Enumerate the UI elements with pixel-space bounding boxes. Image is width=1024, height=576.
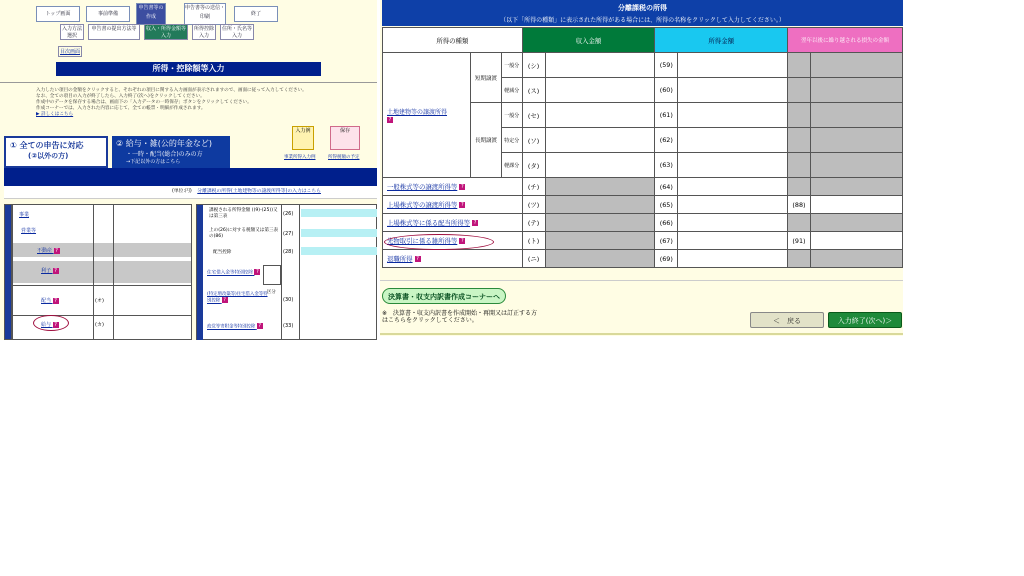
header-income: 収入金額 bbox=[522, 28, 655, 53]
num-27: (27) bbox=[283, 231, 294, 237]
help-icon[interactable]: ? bbox=[461, 202, 464, 208]
num-28: (28) bbox=[283, 249, 294, 255]
code-te: (テ) bbox=[522, 214, 545, 232]
loss-num-empty bbox=[788, 53, 811, 78]
row-sales[interactable]: 営業等 bbox=[21, 228, 37, 234]
step-prep: 事前準備 bbox=[86, 6, 130, 22]
intro-line: 入力したい項目の金額をクリックすると、それぞれの項目に関する入力画面が表示されますので、画面に従って入力してください。 bbox=[36, 88, 307, 93]
loss-num-empty bbox=[788, 153, 811, 178]
income-disabled bbox=[545, 196, 655, 214]
income-field-61[interactable] bbox=[545, 103, 655, 128]
substep-income: 収入・所得金額等入力 bbox=[145, 26, 186, 39]
row-group-label bbox=[4, 204, 12, 340]
category-label: 区分 bbox=[267, 290, 276, 295]
form-header-bar bbox=[4, 168, 377, 186]
left-panel bbox=[0, 0, 377, 340]
loss-field-88[interactable] bbox=[810, 196, 902, 214]
num-62: (62) bbox=[655, 128, 678, 153]
mark-o: (オ) bbox=[95, 298, 104, 304]
loss-num-empty bbox=[788, 103, 811, 128]
amount-field-63[interactable] bbox=[678, 153, 788, 178]
amount-field-62[interactable] bbox=[678, 128, 788, 153]
code-so: (ソ) bbox=[522, 128, 545, 153]
step-end: 終了 bbox=[234, 6, 278, 22]
tax-grid bbox=[196, 204, 377, 340]
input-example-icon-text: 入力例 bbox=[295, 128, 311, 134]
accounts-corner-button[interactable]: 決算書・収支内訳書作成コーナーへ bbox=[382, 288, 506, 304]
num-91: (91) bbox=[788, 232, 811, 250]
tab-all-filings[interactable] bbox=[4, 136, 108, 168]
intro-text bbox=[36, 88, 336, 118]
num-64: (64) bbox=[655, 178, 678, 196]
loss-num-empty bbox=[788, 214, 811, 232]
row-listed-dividend bbox=[383, 214, 523, 232]
loss-field-empty bbox=[810, 178, 902, 196]
long-term-label: 長期譲渡 bbox=[471, 103, 502, 178]
substep-deduction: 所得控除入力 bbox=[193, 26, 214, 39]
code-shi: (シ) bbox=[522, 53, 545, 78]
help-icon[interactable]: ? bbox=[473, 220, 477, 226]
loss-field-empty bbox=[810, 128, 902, 153]
header-loss: 翌年以後に繰り越される損失の金額 bbox=[788, 28, 903, 53]
tab-simple-title: ② 給与・雑(公的年金など) bbox=[116, 139, 212, 148]
income-disabled bbox=[545, 250, 655, 268]
sub-general-1: 一般分 bbox=[501, 53, 522, 78]
highlight-circle bbox=[384, 234, 494, 250]
next-button[interactable]: 入力終了(次へ)＞ bbox=[828, 312, 902, 328]
tax-amount-label: 上の(26)に対する税額又は第三表の(86) bbox=[209, 228, 279, 239]
code-to: (ト) bbox=[522, 232, 545, 250]
futures-link[interactable]: 先物取引に係る雑所得等 bbox=[387, 237, 458, 245]
tax-grid-label bbox=[197, 205, 203, 340]
separate-tax-title: 分離課税の所得 bbox=[618, 4, 667, 12]
grid-line bbox=[281, 205, 282, 339]
separate-tax-header bbox=[382, 0, 903, 26]
row-business[interactable]: 事業 bbox=[19, 212, 30, 218]
separate-tax-subtitle: （以下「所得の種類」に表示された所得がある場合には、所得の名称をクリックして入力してください。） bbox=[500, 17, 785, 24]
step-send: 申告書等の送信・印刷 bbox=[184, 3, 226, 25]
housing-loan-link[interactable]: 住宅借入金等特別控除 ? bbox=[207, 269, 259, 276]
amount-field-59[interactable] bbox=[678, 53, 788, 78]
highlight-circle bbox=[33, 315, 69, 331]
divider bbox=[380, 280, 903, 281]
sub-light: 軽課分 bbox=[501, 153, 522, 178]
intro-line: 作成中のデータを保存する場合は、画面下の「入力データの一時保存」ボタンをクリックしてください。 bbox=[36, 100, 252, 105]
loss-num-empty bbox=[788, 78, 811, 103]
dividend-credit-label: 配当控除 bbox=[213, 250, 232, 255]
back-button[interactable]: ＜ 戻る bbox=[750, 312, 824, 328]
code-ta: (タ) bbox=[522, 153, 545, 178]
input-example-icon[interactable] bbox=[292, 126, 314, 150]
income-disabled bbox=[545, 232, 655, 250]
party-donation-link[interactable]: 政党等寄附金等特別控除 ? bbox=[207, 323, 262, 330]
loss-field-empty bbox=[810, 214, 902, 232]
divider bbox=[0, 82, 377, 83]
unit-row bbox=[4, 186, 377, 199]
short-term-label: 短期譲渡 bbox=[471, 53, 502, 103]
retirement-link[interactable]: 退職所得 bbox=[387, 255, 413, 263]
save-icon-text: 保存 bbox=[339, 128, 350, 134]
save-icon[interactable] bbox=[330, 126, 360, 150]
grid-line bbox=[113, 205, 114, 339]
separate-tax-table bbox=[382, 27, 903, 268]
num-60: (60) bbox=[655, 78, 678, 103]
grid-line bbox=[299, 205, 300, 339]
num-59: (59) bbox=[655, 53, 678, 78]
row-interest[interactable]: 利子 ? bbox=[41, 267, 57, 274]
code-su: (ス) bbox=[522, 78, 545, 103]
amount-field-61[interactable] bbox=[678, 103, 788, 128]
grid-line bbox=[13, 285, 191, 286]
tab-simple-filings[interactable] bbox=[112, 136, 230, 168]
num-63: (63) bbox=[655, 153, 678, 178]
num-67: (67) bbox=[655, 232, 678, 250]
section-title: 所得・控除額等入力 bbox=[56, 62, 321, 76]
accounts-corner-note: ※ 決算書・収支内訳書を作成開始・再開又は訂正する方はこちらをクリックしてください。 bbox=[382, 310, 538, 324]
amount-field-67[interactable] bbox=[678, 232, 788, 250]
amount-field-66[interactable] bbox=[678, 214, 788, 232]
separate-tax-link[interactable]: 分離課税の所得(土地建物等の譲渡所得等)の入力はこちら bbox=[197, 189, 321, 194]
loss-field-91[interactable] bbox=[810, 232, 902, 250]
listed-stock-link[interactable]: 上場株式等の譲渡所得等 bbox=[387, 201, 458, 209]
amount-field-60[interactable] bbox=[678, 78, 788, 103]
sub-general-2: 一般分 bbox=[501, 103, 522, 128]
num-88: (88) bbox=[788, 196, 811, 214]
right-panel bbox=[380, 0, 903, 336]
input-example-link[interactable]: 事業所得入力例 bbox=[284, 155, 316, 160]
income-field-62[interactable] bbox=[545, 128, 655, 153]
loss-num-empty bbox=[788, 128, 811, 153]
step-create: 申告書等の作成 bbox=[136, 3, 166, 25]
sub-reduced: 軽減分 bbox=[501, 78, 522, 103]
num-66: (66) bbox=[655, 214, 678, 232]
income-disabled bbox=[545, 214, 655, 232]
num-61: (61) bbox=[655, 103, 678, 128]
index-link[interactable]: 目次画面 bbox=[58, 46, 82, 57]
taxable-income-label: 課税される所得金額 ((9)-(25))又は第三表 bbox=[209, 208, 278, 219]
listed-dividend-link[interactable]: 上場株式等に係る配当所得等 bbox=[387, 219, 471, 227]
num-30: (30) bbox=[283, 297, 294, 303]
code-ni: (ニ) bbox=[522, 250, 545, 268]
amount-field-64[interactable] bbox=[678, 178, 788, 196]
income-field-59[interactable] bbox=[545, 53, 655, 78]
mark-ka: (カ) bbox=[95, 322, 104, 328]
loss-field-empty bbox=[810, 103, 902, 128]
row-interest-bg bbox=[13, 261, 191, 283]
grid-line bbox=[93, 205, 94, 339]
loss-field-empty bbox=[810, 78, 902, 103]
help-icon[interactable]: ? bbox=[461, 238, 464, 244]
intro-detail-link[interactable]: ▶ 詳しくはこちら bbox=[36, 112, 74, 117]
row-listed-stock bbox=[383, 196, 523, 214]
special-housing-link[interactable]: (特定増改築等)住宅借入金等特別控除 ? bbox=[207, 292, 268, 304]
step-top: トップ画面 bbox=[36, 6, 80, 22]
bottom-rule bbox=[380, 333, 903, 335]
row-futures bbox=[383, 232, 523, 250]
general-stock-link[interactable]: 一般株式等の譲渡所得等 bbox=[387, 183, 458, 191]
tab-simple-sub: ・一時・配当(総合)のみの方 bbox=[126, 151, 203, 158]
num-26: (26) bbox=[283, 211, 294, 217]
loss-num-empty bbox=[788, 178, 811, 196]
num-69: (69) bbox=[655, 250, 678, 268]
substep-submission: 申告書の提出方法等 bbox=[88, 24, 140, 40]
taxable-income-field[interactable] bbox=[301, 209, 377, 217]
housing-loan-box bbox=[263, 265, 281, 285]
land-building-link[interactable]: 土地建物等の譲渡所得 bbox=[387, 109, 448, 116]
row-general-stock bbox=[383, 178, 523, 196]
tab-all-sub: (②以外の方) bbox=[28, 152, 69, 160]
row-realestate[interactable]: 不動産 ? bbox=[37, 247, 58, 254]
intro-line: なお、全ての項目の入力が終了したら、入力終了(次へ)をクリックしてください。 bbox=[36, 94, 205, 99]
tax-amount-field[interactable] bbox=[301, 229, 377, 237]
tab-all-title: ① 全ての申告に対応 bbox=[10, 141, 84, 150]
help-icon[interactable]: ? bbox=[416, 256, 419, 262]
income-grid bbox=[12, 204, 192, 340]
row-salary[interactable]: 給与 ? bbox=[41, 321, 57, 328]
loss-num-empty bbox=[788, 250, 811, 268]
num-65: (65) bbox=[655, 196, 678, 214]
amount-field-65[interactable] bbox=[678, 196, 788, 214]
row-retirement bbox=[383, 250, 523, 268]
code-se: (セ) bbox=[522, 103, 545, 128]
help-icon[interactable]: ? bbox=[461, 184, 464, 190]
land-building-cell bbox=[383, 53, 471, 178]
num-33: (33) bbox=[283, 323, 294, 329]
sub-special: 特定分 bbox=[501, 128, 522, 153]
header-amount: 所得金額 bbox=[655, 28, 788, 53]
code-chi: (チ) bbox=[522, 178, 545, 196]
substep-method: 入力方法選択 bbox=[61, 26, 82, 39]
header-kind: 所得の種類 bbox=[383, 28, 523, 53]
help-icon[interactable]: ? bbox=[388, 116, 392, 123]
amount-field-69[interactable] bbox=[678, 250, 788, 268]
loss-field-empty bbox=[810, 53, 902, 78]
tax-estimate-link[interactable]: 所得税額の予定 bbox=[328, 155, 360, 160]
loss-field-empty bbox=[810, 250, 902, 268]
tab-simple-note: →下記以外の方はこちら bbox=[126, 159, 181, 165]
code-tsu: (ツ) bbox=[522, 196, 545, 214]
row-dividend[interactable]: 配当 ? bbox=[41, 297, 57, 304]
income-field-63[interactable] bbox=[545, 153, 655, 178]
unit-note: (単位:円) bbox=[172, 189, 192, 194]
dividend-credit-field[interactable] bbox=[301, 247, 377, 255]
intro-line: 作成コーナーでは、入力された内容に応じて、全ての帳票・明細が作成されます。 bbox=[36, 106, 206, 111]
income-disabled bbox=[545, 178, 655, 196]
loss-field-empty bbox=[810, 153, 902, 178]
substep-address: 住所・氏名等入力 bbox=[221, 26, 252, 39]
income-field-60[interactable] bbox=[545, 78, 655, 103]
